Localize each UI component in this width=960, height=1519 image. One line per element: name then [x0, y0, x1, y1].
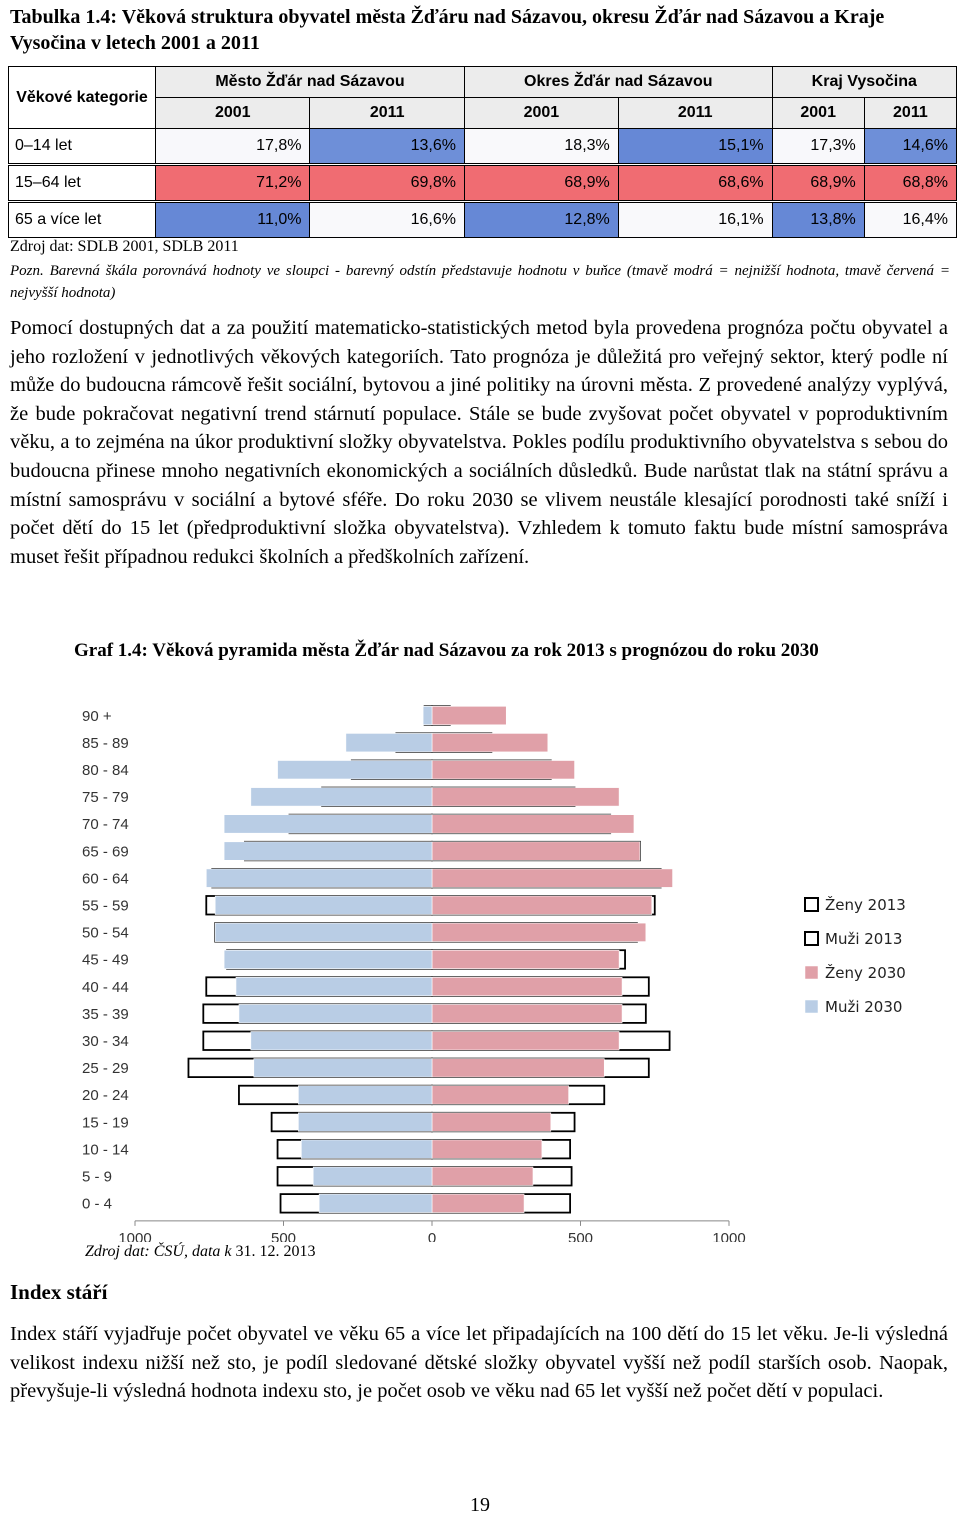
age-group-label: 60 - 64	[82, 870, 129, 888]
bar-ženy-2030	[432, 1032, 619, 1051]
legend-swatch	[805, 1000, 818, 1013]
x-tick-label: 1000	[118, 1229, 152, 1242]
age-group-label: 75 - 79	[82, 789, 129, 807]
bar-muži-2030	[313, 1167, 432, 1186]
value-cell: 17,8%	[156, 129, 310, 164]
bar-ženy-2030	[432, 1086, 569, 1105]
age-group-label: 30 - 34	[82, 1033, 129, 1050]
year-header: 2001	[156, 98, 310, 129]
bar-muži-2030	[206, 869, 432, 888]
legend-label: Ženy 2030	[825, 964, 906, 982]
page-number: 19	[470, 1494, 490, 1516]
value-cell: 13,8%	[772, 203, 864, 238]
value-cell: 16,1%	[618, 203, 772, 238]
value-cell: 68,9%	[772, 166, 864, 201]
value-cell: 17,3%	[772, 129, 864, 164]
age-group-label: 40 - 44	[82, 978, 129, 996]
age-structure-table	[8, 66, 957, 238]
value-cell: 68,9%	[464, 166, 618, 201]
bar-ženy-2030	[432, 1194, 524, 1213]
bar-muži-2030	[278, 761, 432, 780]
age-pyramid-chart	[70, 690, 930, 1242]
graph-source	[85, 1243, 316, 1261]
age-group-label: 50 - 54	[82, 924, 129, 942]
age-group-label: 25 - 29	[82, 1060, 129, 1078]
age-group-label: 10 - 14	[82, 1141, 129, 1159]
age-group-label: 20 - 24	[82, 1087, 129, 1105]
age-group-label: 35 - 39	[82, 1005, 129, 1023]
age-group-label: 65 - 69	[82, 843, 129, 861]
table-source: Zdroj dat: SDLB 2001, SDLB 2011	[10, 238, 239, 255]
bar-ženy-2030	[432, 1167, 533, 1186]
value-cell: 71,2%	[156, 166, 310, 201]
bar-muži-2030	[239, 1004, 432, 1023]
legend-swatch	[805, 966, 818, 979]
value-cell: 18,3%	[464, 129, 618, 164]
bar-ženy-2030	[432, 869, 673, 888]
bar-muži-2030	[423, 706, 432, 725]
bar-ženy-2030	[432, 761, 575, 780]
bar-muži-2030	[251, 1032, 432, 1051]
bar-muži-2030	[346, 733, 432, 752]
year-header: 2001	[772, 98, 864, 129]
bar-ženy-2030	[432, 950, 619, 969]
bar-ženy-2030	[432, 788, 619, 807]
bar-ženy-2030	[432, 706, 506, 725]
year-header: 2011	[310, 98, 464, 129]
bar-ženy-2030	[432, 1059, 604, 1078]
year-header: 2001	[464, 98, 618, 129]
x-tick-label: 500	[567, 1229, 594, 1242]
forecast-paragraph: Pomocí dostupných dat a za použití matematicko-statistických metod byla provedena prognóza počtu obyvatel a jeho rozložení v jednotlivých věkových kategoriích. Tato prognóza je důležitá pro veřejný sektor, který podle ní může do budoucna rámcově řešit sociální, bytovou a jiné politiky na úrovni města. Z provedené analýzy vyplývá, že bude pokračovat negativní trend stárnutí populace. Stále se bude zvyšovat počet obyvatel v poproduktivním věku, a to zejména na úkor produktivní složky obyvatelstva. Pokles podílu produktivního obyvatelstva s sebou do budoucna přinese mnoho negativních ekonomických a sociálních důsledků. Bude narůstat tlak na státní správu a místní samosprávu v sociální a bytové sféře. Do roku 2030 se vlivem neustále klesající porodnosti také sníží i počet dětí do 15 let (předproduktivní složka obyvatelstva). Vzhledem k tomuto faktu bude místní samospráva muset řešit případnou redukci školních a předškolních zařízení.	[10, 317, 948, 568]
bar-muži-2030	[254, 1059, 432, 1078]
age-group-label: 5 - 9	[82, 1168, 113, 1186]
bar-ženy-2030	[432, 1140, 542, 1159]
table-caption: Tabulka 1.4: Věková struktura obyvatel města Žďáru nad Sázavou, okresu Žďár nad Sázavou a Kraje Vysočina v letech 2001 a 2011	[10, 6, 885, 54]
bar-muži-2030	[215, 923, 432, 942]
row-label: 0–14 let	[9, 129, 156, 164]
x-tick-label: 1000	[712, 1229, 746, 1242]
bar-muži-2030	[236, 977, 432, 996]
bar-muži-2030	[215, 896, 432, 915]
value-cell: 68,8%	[864, 166, 956, 201]
legend-label: Muži 2013	[825, 930, 903, 948]
age-group-label: 0 - 4	[82, 1195, 113, 1213]
value-cell: 12,8%	[464, 203, 618, 238]
category-header: Věkové kategorie	[9, 67, 156, 129]
bar-muži-2030	[298, 1086, 432, 1105]
table-row	[9, 166, 957, 201]
bar-ženy-2030	[432, 842, 640, 861]
year-header: 2011	[864, 98, 956, 129]
bar-muži-2030	[224, 842, 432, 861]
index-heading: Index stáří	[10, 1280, 108, 1304]
graph-title: Graf 1.4: Věková pyramida města Žďár nad Sázavou za rok 2013 s prognózou do roku 2030	[74, 640, 819, 661]
index-paragraph: Index stáří vyjadřuje počet obyvatel ve věku 65 a více let připadajících na 100 dětí do 15 let věku. Je-li výsledná velikost indexu nižší než sto, je podíl sledované dětské složky obyvatel vyšší než podíl starších osob. Naopak, převyšuje-li výsledná hodnota indexu sto, je počet osob ve věku nad 65 let vyšší než počet dětí v populaci.	[10, 1323, 948, 1403]
value-cell: 16,6%	[310, 203, 464, 238]
bar-ženy-2030	[432, 815, 634, 834]
group-header-city: Město Žďár nad Sázavou	[156, 67, 465, 98]
value-cell: 14,6%	[864, 129, 956, 164]
table-row	[9, 203, 957, 238]
group-header-region: Kraj Vysočina	[772, 67, 956, 98]
row-label: 15–64 let	[9, 166, 156, 201]
year-header: 2011	[618, 98, 772, 129]
age-group-label: 80 - 84	[82, 762, 129, 779]
value-cell: 11,0%	[156, 203, 310, 238]
table-note: Pozn. Barevná škála porovnává hodnoty ve sloupci - barevný odstín představuje hodnotu v buňce (tmavě modrá = nejnižší hodnota, tmavě červená = nejvyšší hodnota)	[10, 263, 950, 301]
bar-muži-2030	[298, 1113, 432, 1132]
bar-ženy-2030	[432, 733, 548, 752]
age-group-label: 70 - 74	[82, 816, 129, 834]
value-cell: 15,1%	[618, 129, 772, 164]
graph-source-prefix: Zdroj dat: ČSÚ, data k	[85, 1243, 236, 1260]
bar-ženy-2030	[432, 896, 652, 915]
bar-muži-2030	[224, 815, 432, 834]
bar-muži-2030	[251, 788, 432, 807]
table-row	[9, 129, 957, 164]
group-header-district: Okres Žďár nad Sázavou	[464, 67, 772, 98]
value-cell: 68,6%	[618, 166, 772, 201]
legend-label: Ženy 2013	[825, 896, 906, 914]
value-cell: 16,4%	[864, 203, 956, 238]
legend-label: Muži 2030	[825, 998, 903, 1016]
age-group-label: 55 - 59	[82, 897, 129, 915]
age-group-label: 15 - 19	[82, 1114, 129, 1132]
value-cell: 13,6%	[310, 129, 464, 164]
x-tick-label: 500	[270, 1229, 297, 1242]
bar-ženy-2030	[432, 1004, 622, 1023]
bar-muži-2030	[319, 1194, 432, 1213]
bar-muži-2030	[301, 1140, 432, 1159]
row-label: 65 a více let	[9, 203, 156, 238]
legend-swatch	[805, 932, 818, 945]
age-group-label: 85 - 89	[82, 734, 129, 752]
graph-source-date: 31. 12. 2013	[235, 1243, 316, 1260]
bar-ženy-2030	[432, 923, 646, 942]
bar-ženy-2030	[432, 977, 622, 996]
legend-swatch	[805, 898, 818, 911]
bar-muži-2030	[224, 950, 432, 969]
x-tick-label: 0	[427, 1229, 437, 1242]
bar-ženy-2030	[432, 1113, 551, 1132]
age-group-label: 90 +	[82, 707, 112, 725]
value-cell: 69,8%	[310, 166, 464, 201]
age-group-label: 45 - 49	[82, 951, 129, 969]
